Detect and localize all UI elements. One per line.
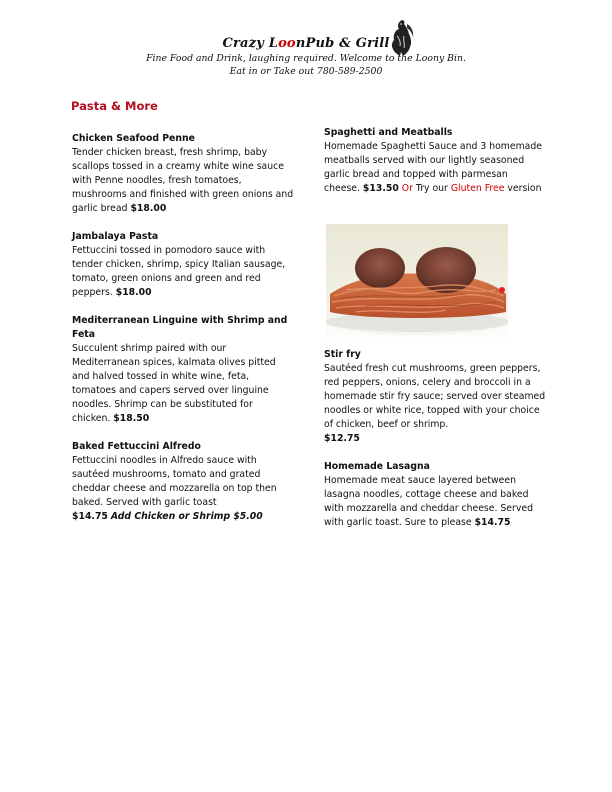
item-name: Homemade Lasagna <box>324 461 430 472</box>
item-price: $14.75 <box>474 517 511 528</box>
item-name: Mediterranean Linguine with Shrimp and Feta <box>72 315 288 340</box>
item-description: Homemade Spaghetti Sauce and 3 homemade meatballs served with our lightly seasoned garlic bread and topped with parmesan cheese. <box>324 141 542 194</box>
menu-item-chicken-seafood-penne <box>72 132 294 216</box>
gluten-free-label: Gluten Free <box>450 183 505 194</box>
spaghetti-meatballs-photo <box>326 224 508 344</box>
item-price: $18.00 <box>130 203 167 214</box>
item-name: Stir fry <box>324 349 361 360</box>
item-price: $14.75 <box>72 511 108 522</box>
menu-header <box>0 36 612 78</box>
section-title-pasta: Pasta & More <box>71 99 158 113</box>
item-price: $18.00 <box>115 287 152 298</box>
spaghetti-plate-illustration <box>326 224 508 344</box>
item-description: Homemade meat sauce layered between lasagna noodles, cottage cheese and baked with mozzarella and cheddar cheese. Served with garlic toast. Sure to please <box>324 475 533 528</box>
item-price: $13.50 <box>362 183 399 194</box>
contact-phone: Eat in or Take out 780-589-2500 <box>229 66 383 77</box>
tagline: Fine Food and Drink, laughing required. Welcome to the Loony Bin. <box>146 53 466 64</box>
menu-item-homemade-lasagna <box>324 460 546 530</box>
item-name: Spaghetti and Meatballs <box>324 127 453 138</box>
or-text: Or <box>398 183 413 194</box>
item-name: Chicken Seafood Penne <box>72 133 195 144</box>
menu-item-spaghetti-meatballs <box>324 126 546 196</box>
title-pub-grill: Pub & Grill <box>305 36 390 51</box>
menu-item-baked-fettuccini-alfredo <box>72 440 294 524</box>
restaurant-name <box>0 36 612 52</box>
title-loon <box>269 36 306 51</box>
item-description: Sautéed fresh cut mushrooms, green peppers, red peppers, onions, celery and broccoli in a homemade stir fry sauce; served over steamed noodles or white rice, topped with your choice of chicken, beef or shrimp. <box>324 363 546 430</box>
item-name: Jambalaya Pasta <box>72 231 159 242</box>
title-loon-l: L <box>268 36 279 51</box>
item-description: Fettuccini noodles in Alfredo sauce with sautéed mushrooms, tomato and grated cheddar cheese and mozzarella on top then baked. Served with garlic toast <box>72 455 277 508</box>
try-text: Try our <box>412 183 451 194</box>
item-name: Baked Fettuccini Alfredo <box>72 441 201 452</box>
item-addon: Add Chicken or Shrimp $5.00 <box>110 511 263 522</box>
title-loon-oo: oo <box>278 36 296 51</box>
item-description: Tender chicken breast, fresh shrimp, baby scallops tossed in a creamy white wine sauce with Penne noodles, fresh tomatoes, mushrooms and finished with green onions and garlic bread <box>72 147 294 214</box>
item-price: $12.75 <box>324 433 360 444</box>
menu-item-jambalaya-pasta <box>72 230 294 300</box>
version-text: version <box>504 183 542 194</box>
title-loon-n: n <box>295 36 306 51</box>
title-crazy: Crazy <box>222 36 269 51</box>
loon-bird-logo-icon <box>388 18 416 58</box>
item-description: Succulent shrimp paired with our Mediterranean spices, kalmata olives pitted and halved tossed in white wine, feta, tomatoes and capers served over linguine noodles. Shrimp can be substituted for chicken. <box>72 343 276 424</box>
left-column <box>72 132 294 524</box>
menu-item-stir-fry <box>324 348 546 446</box>
item-description: Fettuccini tossed in pomodoro sauce with tender chicken, shrimp, spicy Italian sausage, tomato, green onions and green and red peppers. <box>72 245 286 298</box>
menu-item-mediterranean-linguine <box>72 314 294 426</box>
item-price: $18.50 <box>113 413 150 424</box>
